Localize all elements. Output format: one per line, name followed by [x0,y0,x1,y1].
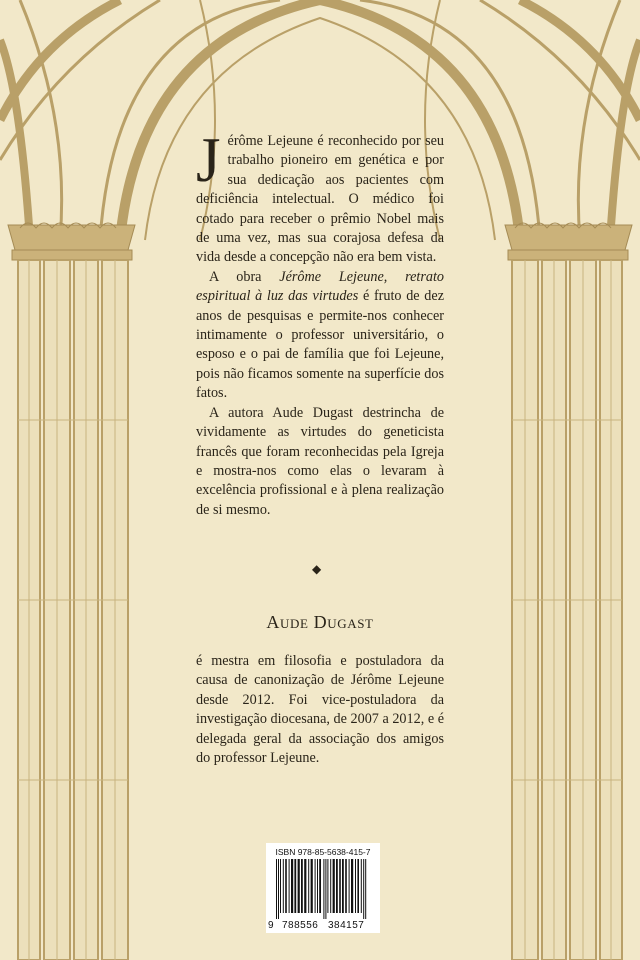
barcode-bar [298,859,300,913]
barcode-bar [349,859,350,913]
diamond-separator-icon: ◆ [312,562,322,576]
barcode-bar [308,859,309,913]
synopsis-paragraph-2-text: é fruto de dez anos de pesquisas e permite-nos conhecer intimamente o professor universitário, o esposo e o pai de família que foi Lejeune, pois não ficamos somente na superfície dos fatos. [196,288,444,402]
barcode-bar [311,859,313,913]
barcode-bar [333,859,335,913]
synopsis-paragraph-2-prefix: A obra [209,268,280,285]
isbn-label: ISBN 978-85-5638-415-7 [275,847,371,857]
synopsis-paragraph-3: A autora Aude Dugast destrincha de vividamente as virtudes do geneticista francês que foram reconhecidas pela Igreja e mostra-nos como elas o levaram à excelência profissional e à plena realização de si mesmo. [196,404,444,518]
barcode-bar [351,859,353,913]
barcode-bar [355,859,356,913]
book-title-italic: Jérôme Lejeune, retrato espiritual à luz das virtudes [196,268,445,305]
barcode-bar [283,859,284,913]
barcode-bar [291,859,293,913]
barcode-bar [280,859,281,913]
barcode-bar [361,859,362,913]
barcode-bar [289,859,290,913]
barcode-digits-right: 384157 [328,920,365,931]
isbn-barcode [266,843,380,933]
barcode-bar [278,859,279,919]
barcode-bars [270,859,376,919]
barcode-bar [357,859,359,913]
barcode-bar [304,859,306,913]
drop-cap: J [196,125,221,195]
barcode-bar [336,859,338,913]
synopsis-paragraph-1 [196,125,444,268]
barcode-bar [342,859,344,913]
barcode-digit-first: 9 [268,920,275,931]
barcode-bar [276,859,277,919]
synopsis-paragraph-2 [196,268,444,404]
author-bio [196,652,444,768]
barcode-bar [327,859,328,913]
barcode-bar [363,859,364,919]
barcode-bar [294,859,296,913]
barcode-bar [365,859,366,919]
barcode-bar [339,859,341,913]
barcode-bar [317,859,318,913]
barcode-bar [301,859,303,913]
author-name: Aude Dugast [266,612,374,632]
synopsis-paragraph-1-text: érôme Lejeune é reconhecido por seu trabalho pioneiro em genética e por sua dedicação aos pacientes com deficiência intelectual. O médico foi cotado para receber o prêmio Nobel mais de uma vez, mas sua corajosa defesa da vida desde a concepção não era bem vista. [196,133,444,266]
barcode-bar [315,859,316,913]
barcode-bar [319,859,321,913]
barcode-bar [330,859,331,913]
barcode-bar [325,859,326,919]
author-bio-text: é mestra em filosofia e postuladora da causa de canonização de Jérôme Lejeune desde 2012. Foi vice-postuladora da investigação diocesana, de 2007 a 2012, e é delegada geral da associação dos amigos do professor Lejeune. [196,653,444,767]
barcode-bar [345,859,347,913]
barcode-bar [323,859,324,919]
book-synopsis [196,125,445,520]
barcode-digits-left: 788556 [282,920,319,931]
barcode-bar [285,859,287,913]
